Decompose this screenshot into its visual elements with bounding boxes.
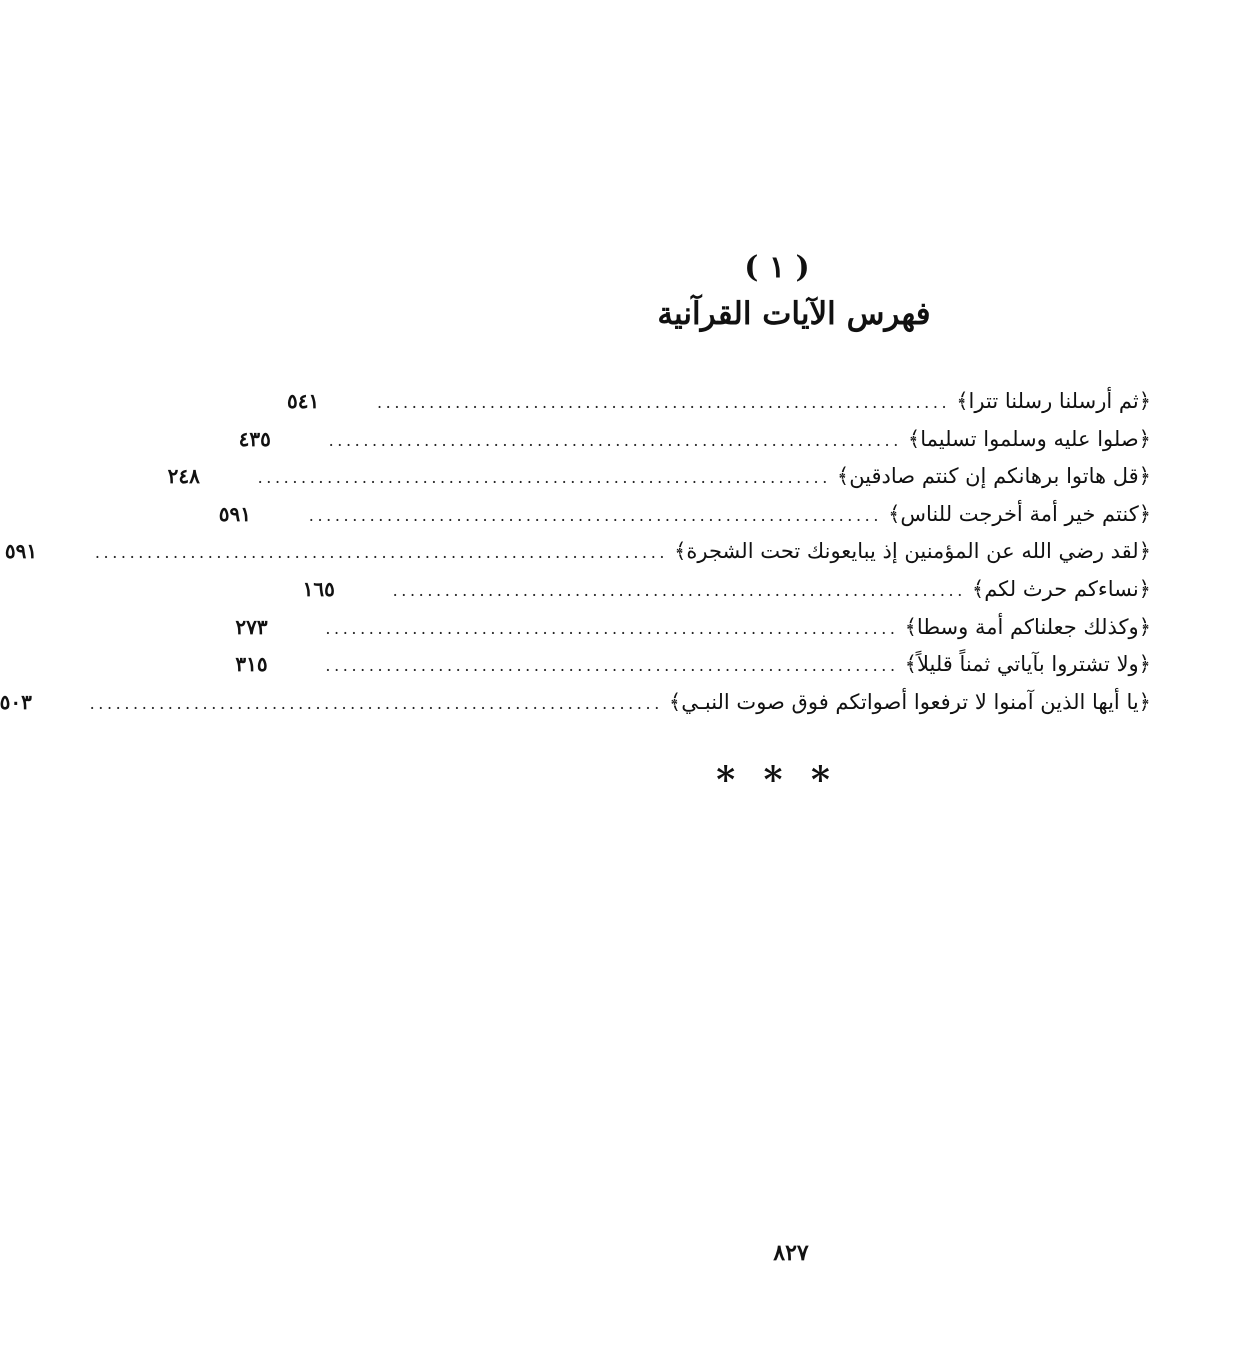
- page-number: ٨٢٧: [773, 1240, 809, 1266]
- verse-text: ﴿صلوا عليه وسلموا تسليما﴾: [907, 426, 1151, 451]
- index-entry: [0, 684, 1151, 722]
- page-reference: ٥٤١: [286, 389, 320, 413]
- page-reference: ٥٩١: [4, 539, 38, 564]
- page-reference: ٥٩١: [218, 501, 252, 526]
- dot-leader: ..................................................................: [89, 693, 663, 713]
- verse-text: ﴿ثم أرسلنا رسلنا تترا﴾: [956, 389, 1151, 413]
- verse-text: ﴿كنتم خير أمة أخرجت للناس﴾: [888, 501, 1151, 526]
- page-reference: ٢٤٨: [167, 464, 200, 489]
- index-entry: [235, 646, 1151, 684]
- verse-index-list: [0, 383, 1151, 721]
- verse-text: ﴿لقد رضي الله عن المؤمنين إذ يبايعونك تحت الشجرة﴾: [674, 539, 1151, 564]
- dot-leader: ..................................................................: [376, 393, 951, 412]
- page-reference: ٥٠٣: [0, 689, 32, 714]
- dot-leader: ..................................................................: [325, 656, 899, 676]
- verse-text: ﴿وكذلك جعلناكم أمة وسطا﴾: [904, 614, 1151, 639]
- page-title: فهرس الآيات القرآنية: [657, 296, 931, 332]
- index-entry: [218, 496, 1151, 534]
- index-entry: [167, 458, 1151, 496]
- section-separator: * * *: [716, 759, 838, 801]
- verse-text: ﴿ولا تشتروا بآياتي ثمناً قليلاً﴾: [904, 652, 1151, 677]
- index-entry: [235, 609, 1151, 647]
- verse-text: ﴿يا أيها الذين آمنوا لا ترفعوا أصواتكم فوق صوت النبـي﴾: [668, 689, 1151, 714]
- dot-leader: ..................................................................: [94, 543, 669, 563]
- page-reference: ٤٣٥: [238, 426, 271, 451]
- index-entry: [286, 383, 1151, 421]
- page-reference: ٢٧٣: [235, 614, 268, 639]
- dot-leader: ..................................................................: [308, 505, 883, 525]
- dot-leader: ..................................................................: [325, 618, 899, 638]
- page-reference: ٣١٥: [235, 652, 268, 677]
- index-entry: [4, 533, 1151, 571]
- section-number: ( ١ ): [744, 250, 810, 285]
- index-entry: [302, 571, 1151, 609]
- verse-text: ﴿نساءكم حرث لكم﴾: [971, 576, 1151, 601]
- dot-leader: ..................................................................: [392, 580, 966, 600]
- dot-leader: ..................................................................: [328, 430, 902, 450]
- index-entry: [238, 421, 1151, 459]
- page-reference: ١٦٥: [302, 576, 335, 601]
- verse-text: ﴿قل هاتوا برهانكم إن كنتم صادقين﴾: [836, 464, 1151, 489]
- dot-leader: ..................................................................: [257, 468, 831, 488]
